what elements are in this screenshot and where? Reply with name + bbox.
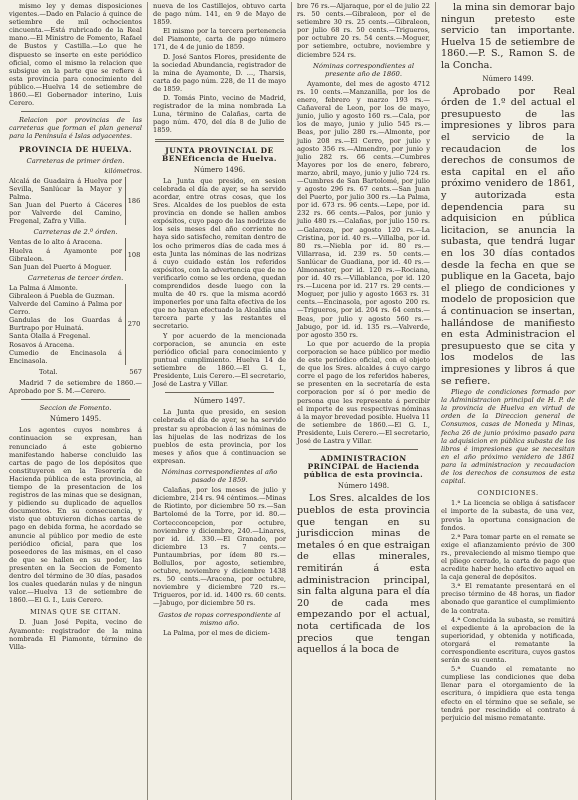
road-line: San Juan del Puerto á Moguer.: [9, 262, 112, 271]
notice-number: Número 1498.: [337, 482, 390, 491]
condition-2: 2.ª Para tomar parte en el remate se exige el afianzamiento prévio de 300 rs., prevaleciendo al mismo tiempo que el pliego cerrado, la carta de pago que acredite haber hecho efectivo aquel en la caja general de depósitos.: [441, 532, 575, 582]
road-line: Huelva á Ayamonte por Gibraleon.: [9, 246, 122, 263]
notice-number: Número 1499.: [482, 74, 534, 83]
section-heading-provincia: PROVINCIA DE HUELVA.: [18, 144, 133, 154]
notice-number: Número 1496.: [193, 165, 246, 174]
road-line: Santa Olalla á Fregenal.: [9, 332, 91, 341]
subheading-primer-orden: Carreteras de primer órden.: [26, 156, 125, 165]
subheading-gastos: Gastos de ropas correspondiente al mismo año.: [158, 610, 281, 627]
mine-entry: D. Tomás Pinto, vecino de Madrid, registrador de la mina nombrada La Luna, término de Calañas, carta de pago núm. 470, del día 8 de Julio de 1859.: [153, 94, 286, 135]
madrid-signature: Madrid 7 de setiembre de 1860.— Aprobado por S. M.—Cerero.: [9, 378, 142, 396]
section-heading-administracion: ADMINISTRACION PRINCIPAL de Hacienda pública de esta provincia.: [303, 454, 424, 480]
column-3: [292, 2, 436, 800]
road-line: Cumedio de Encinasola á Encinasola.: [9, 348, 122, 365]
divider: [21, 399, 130, 400]
subasta-text: Aprobado por Real órden de 1.º del actual el presupuesto de las impresiones y libros para el servicio de la recaudacion de los derechos de consumos de esta capital en el año próximo venidero de 1861, y autorizada esta dependencia para su adquisicion en pública licitacion, se anuncia la subasta, que tendrá lugar en los 30 días contados desde la fecha en que se publique en la Gaceta, bajo el pliego de condiciones y modelo de proposicion que á continuacion se insertan, hallándose de manifiesto en esta Administracion el presupuesto que se cita y los modelos de las impresiones y libros á que se refiere.: [441, 85, 575, 387]
minas-heading: MINAS QUE SE CITAN.: [29, 608, 122, 617]
subheading-segundo-orden: Carreteras de 2.º órden.: [33, 228, 118, 237]
road-line: Gibraleon á Puebla de Guzman.: [9, 292, 115, 300]
road-group-km: 186: [127, 197, 141, 206]
relacion-heading: Relacion por provincias de las carreteras que forman el plan general para la Península é Islas adyacentes.: [9, 116, 142, 141]
condition-4: 4.ª Concluida la subasta, se remitirá el expediente á la aprobacion de la superioridad, y obtenida y notificada, otorgará el rematante la correspondiente escritura, cuyos gastos serán de su cuenta.: [441, 615, 575, 665]
notice-number: Número 1495.: [49, 415, 102, 424]
mine-entry: nueva de los Castillejos, obtuvo carta de pago núm. 141, en 9 de Mayo de 1859.: [153, 2, 286, 27]
minas-text: D. Juan José Pepita, vecino de Ayamonte: registrador de la mina nombrada El Piamonte, término de Villa-: [9, 618, 142, 651]
gastos-continued: bre 76 rs.—Aljaraque, por el de julio 22 rs. 50 cents.—Gibraleon, por el de setiembre 30 rs. 25 cents.—Gibraleon, por julio 68 rs. 50 cents.—Trigueros, por octubre 20 rs. 54 cents.—Moguer, por setiembre, octubre, noviembre y diciembre 524 rs.: [297, 2, 430, 59]
loque-text: Lo que por acuerdo de la propia corporacion se hace público por medio de este periódico oficial, con el objeto de que los Sres. alcaldes á cuyo cargo corre el pago de los referidos haberes, se presenten en la secretaría de esta corporacion por sí ó por medio de persona que les represente á percibir el importe de sus respectivas nóminas á la mayor brevedad posible. Huelva 11 de setiembre de 1860.—El G. I., Presidente, Luis Cerero.—El secretario, José de Lastra y Villar.: [297, 339, 430, 445]
nominas-1859-text: Calañas, por los meses de julio y diciembre, 214 rs. 94 céntimos.—Minas de Riotinto, por diciembre 50 rs.—San Bartolomé de la Torre, por id. 80.—Cortecconcepcion, por octubre, noviembre y diciembre, 240.—Linares, por id. id. 330.—El Granado, por diciembre 13 rs. 7 cents.—Puntaumbrias, por ídem 80 rs.—Bollullos, por agosto, setiembre, octubre, noviembre y diciembre 1438 rs. 50 cents.—Aracena, por octubre, noviembre y diciembre 720 rs.—Trigueros, por id. id. 1400 rs. 60 cents.—Jabugo, por diciembre 50 rs.: [153, 486, 286, 608]
notice-number: Número 1497.: [193, 397, 246, 406]
road-line: Rosavos á Aracena.: [9, 340, 75, 349]
alcaldes-text: Los Sres. alcaldes de los pueblos de esta provincia que tengan en su jurisdiccion minas de metales ó en que estraigan de ellas minerales, remitirán á esta administracion principal, sin falta alguna para el día 20 de cada mes empezando por el actual, nota certificada de los precios que tengan aquellos á la boca de: [297, 493, 430, 656]
divider: [309, 449, 418, 450]
alcaldes-continued: la mina sin demorar bajo ningun pretesto este servicio tan importante. Huelva 15 de setiembre de 1860.—P. S., Ramon S. de la Concha.: [441, 2, 575, 71]
column-grid: [4, 2, 574, 800]
decree-text: mismo ley y demas disposiciones vigentes.—Dado en Palacio á quince de setiembre de mil ochocientos cincuenta.—Está rubricado de la Real mano.—El Ministro de Fomento, Rafael de Bustos y Castilla.—Lo que he dispuesto se inserte en este periódico oficial, como el mismo la relacion que subsigue en la parte que se refiere á esta provincia para conocimiento del público.—Huelva 14 de setiembre de 1860.—El Gobernador interino, Luis Cerero.: [9, 2, 142, 108]
road-group-km: 108: [127, 250, 141, 259]
divider: [165, 392, 274, 393]
section-heading-junta: JUNTA PROVINCIAL DE BENEficencia de Huelva.: [162, 145, 277, 163]
road-line: Alcalá de Guadaira á Huelva por Sevilla, Sanlúcar la Mayor y Palma.: [9, 176, 122, 201]
agentes-text: Los agentes cuyos nombres á continuacion se expresan, han renunciado á este gobierno manifestando haberse concluido las cartas de pago de los depósitos que constituyeron en la Tesorería de Hacienda pública de esta provincia, al tiempo de la presentacion de los registros de las minas que se designan, y pidiendo su duplicado de aquellos documentos. En su consecuencia, y visto que obtuvieron dichas cartas de pago en debida forma, he acordado se anuncie al público por medio de este periódico oficial, para que los poseedores de las mismas, en el caso de que se hallen en su poder, las presenten en la Seccion de Fomento dentro del término de 30 días, pasados los cuales quedarán nulas y de ningun valor.—Huelva 13 de setiembre de 1860.—El G. I., Luis Cerero.: [9, 426, 142, 605]
pliego-text: Pliego de condiciones formado por la Administracion principal de H. P. de la provincia de Huelva en virtud de orden de la Direccion general de Consumos, casas de Moneda y Minas, fecha 26 de junio próximo pasado para la adquisicion en pública subasta de los libros é impresiones que se necesitan en el año próximo venidero de 1861 para la administracion y recaudacion de los derechos de consumos de esta capital.: [441, 388, 575, 486]
road-line: Ventas de lo alto á Aracena.: [9, 238, 103, 247]
total-label: Total.: [39, 367, 58, 376]
subheading-nominas-1860: Nóminas correspondientes al presente año de 1860.: [312, 61, 415, 78]
subheading-tercer-orden: Carreteras de tercer órden.: [27, 273, 124, 282]
divider: [155, 139, 284, 142]
total-value: 567: [129, 367, 142, 376]
mine-entry: D. José Santos Flores, presidente de la sociedad Abundancia, registrador de la mina de Ayamonte, D. ..., Tharsis, carta de pago núm. 228, de 11 de mayo de 1859.: [153, 52, 286, 93]
road-line: San Juan del Puerto á Cáceres por Valverde del Camino, Fregenal, Zafra y Villa.: [9, 201, 122, 226]
junta-text: La Junta que presido, en sesion celebrada el día de ayer, se ha servido acordar, entre otras cosas, que los Sres. Alcaldes de los pueblos de esta provincia en donde se hallen ambos expósitos, cuyo pago de las nodrizas de los seis meses del año corriente no haya sido satisfecho, remitan dentro de los ocho primeros días de cada mes á esta Junta las nóminas de las nodrizas á cuyo cuidado están los referidos expósitos, con la advertencia que de no verificarlo como se les ordena, quedan comprendidos desde luego con la multa de 40 rs. que la misma acordó imponerles por una falta efectiva de los que no hayan efectuado la Alcaldía una tercera parte y las restantes el secretario.: [153, 176, 286, 331]
road-line: La Palma á Almonte.: [9, 283, 78, 292]
subheading-fomento: Seccion de Fomento.: [39, 404, 112, 413]
road-group-3: [9, 284, 142, 365]
column-4: [436, 2, 578, 800]
condition-1: 1.ª La licencia se obliga á satisfacer el importe de la subasta, de una vez, previa la oportuna consignacion de fondos.: [441, 499, 575, 532]
condition-3: 3.ª El rematante presentará en el preciso término de 48 horas, un fiador abonado que garantice el cumplimiento de la contrata.: [441, 582, 575, 615]
gastos-text: La Palma, por el mes de diciem-: [163, 628, 270, 637]
column-2: [148, 2, 292, 800]
condition-5: 5.ª Cuando el rematante no cumpliese las condiciones que deba llenar para el otorgamiento de la escritura, ó impidiera que esta tenga efecto en el término que se señale, se tendrá por rescindido el contrato á perjuicio del mismo rematante.: [441, 665, 575, 722]
road-group-2: [9, 238, 142, 270]
condiciones-heading: CONDICIONES.: [477, 489, 539, 498]
column-1: [4, 2, 148, 800]
total-row: [9, 368, 142, 376]
subheading-nominas-1859: Nóminas correspondientes al año pasado de 1859.: [161, 467, 278, 485]
divider: [21, 111, 130, 112]
junta-acuerdo-text: Y por acuerdo de la mencionada corporacion, se anuncia en este periódico oficial para conocimiento y puntual cumplimiento. Huelva 14 de setiembre de 1860.—El G. I., Presidente, Luis Cerero.—El secretario, José de Lastra y Villar.: [153, 331, 286, 389]
road-group-km: 270: [127, 320, 141, 329]
nominas-1860-text: Ayamonte, del mes de agosto 4712 rs. 10 cents.—Manzanilla, por los de enero, febrero y marzo 193 rs.—Cañaveral de Leon, por los de mayo, junio, julio y agosto 160 rs.—Cala, por los de mayo, junio y julio 545 rs.—Beas, por julio 280 rs.—Almonte, por julio 208 rs.—El Cerro, por julio y agosto 356 rs.—Almendro, por junio y julio 282 rs. 66 cents.—Cumbres Mayores por los de enero, febrero, marzo, abril, mayo, junio y julio 724 rs.—Cumbres de San Bartolomé, por julio y agosto 296 rs. 67 cents.—San Juan del Puerto, por julio 300 rs.—La Palma, por id. 673 rs. 96 cents.—Lepe, por id. 232 rs. 66 cents.—Palos, por junio y julio 480 rs.—Calañas, por julio 150 rs.—Galaroza, por agosto 120 rs.—La Cristina, por id. 40 rs.—Villalba, por id. 80 rs.—Niebla por id. 80 rs.—Villarrasa, id. 239 rs. 50 cents.—Sanlúcar de Guadiana, por id. 40 rs.—Almonaster, por id. 120 rs.—Rociana, por id. 40 rs.—Villablanca, por id. 120 rs.—Lucena por id. 217 rs. 29 cents.—Moguer, por julio y agosto 1663 rs. 31 cents.—Encinasola, por agosto 200 rs.—Trigueros, por id. 204 rs. 64 cents.—Beas, por julio y agosto 560 rs.—Jabugo, por id. id. 135 rs.—Valverde, por agosto 350 rs.: [297, 79, 430, 339]
mine-entry: El mismo por la tercera pertenencia del Piamonte, carta de pago número 171, de 4 de junio de 1859.: [153, 27, 286, 52]
road-line: Valverde del Camino á Palma por Cerro.: [9, 300, 122, 317]
road-line: Gandulas de los Guardas á Burtrapo por Huinatá.: [9, 316, 122, 333]
junta2-text: La Junta que presido, en sesion celebrada el día de ayer, se ha servido prestar su aprobacion á las nóminas de las hijuelas de las nodrizas de los pueblos de esta provincia, por los meses y años que á continuacion se expresan.: [153, 408, 286, 465]
road-group-1: [9, 177, 142, 226]
km-column-label: kilómetros.: [104, 166, 142, 175]
